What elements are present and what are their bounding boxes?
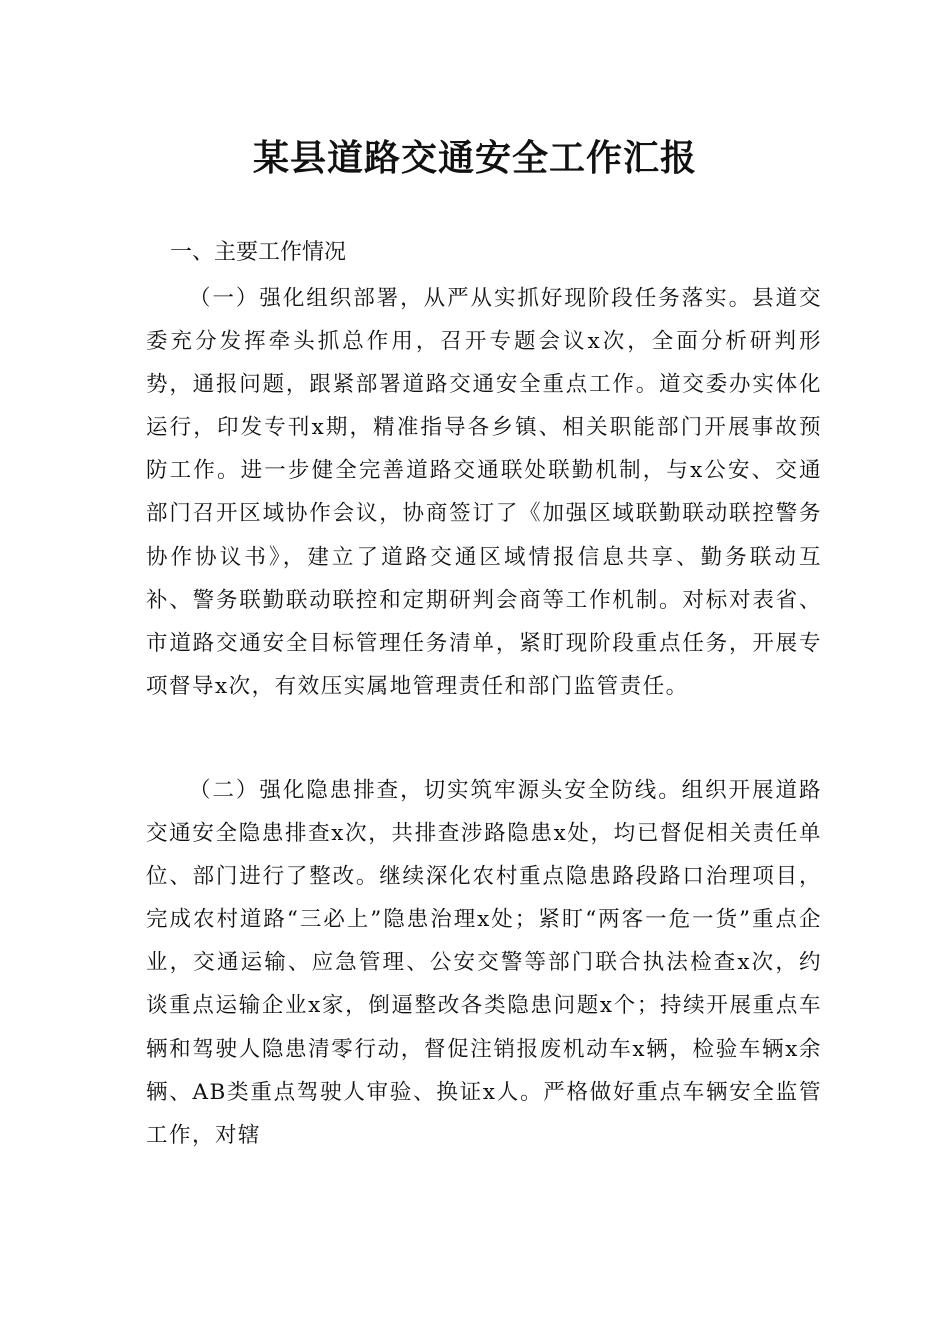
paragraph-hazard-inspection	[146, 769, 822, 1157]
paragraph-lead: （一）强化组织部署，从严从实抓好现阶段任务落实。	[189, 286, 753, 311]
paragraph-body: 组织开展道路交通安全隐患排查x次，共排查涉路隐患x处，均已督促相关责任单位、部门进行了整改。继续深化农村重点隐患路段路口治理项目，完成农村道路“三必上”隐患治理x处；紧盯“两客一危一货”重点企业，交通运输、应急管理、公安交警等部门联合执法检查x次，约谈重点运输企业x家，倒逼整改各类隐患问题x个；持续开展重点车辆和驾驶人隐患清零行动，督促注销报废机动车x辆，检验车辆x余辆、AB类重点驾驶人审验、换证x人。严格做好重点车辆安全监管工作，对辖	[146, 778, 822, 1148]
document-title: 某县道路交通安全工作汇报	[252, 137, 697, 179]
paragraph-lead: （二）强化隐患排查，切实筑牢源头安全防线。	[189, 778, 682, 803]
section-heading: 一、主要工作情况	[170, 240, 347, 265]
paragraph-body: 县道交委充分发挥牵头抓总作用，召开专题会议x次，全面分析研判形势，通报问题，跟紧部署道路交通安全重点工作。道交委办实体化运行，印发专刊x期，精准指导各乡镇、相关职能部门开展事故预防工作。进一步健全完善道路交通联处联勤机制，与x公安、交通部门召开区域协作会议，协商签订了《加强区域联勤联动联控警务协作协议书》，建立了道路交通区域情报信息共享、勤务联动互补、警务联勤联动联控和定期研判会商等工作机制。对标对表省、市道路交通安全目标管理任务清单，紧盯现阶段重点任务，开展专项督导x次，有效压实属地管理责任和部门监管责任。	[146, 286, 822, 699]
paragraph-organization	[146, 277, 822, 708]
